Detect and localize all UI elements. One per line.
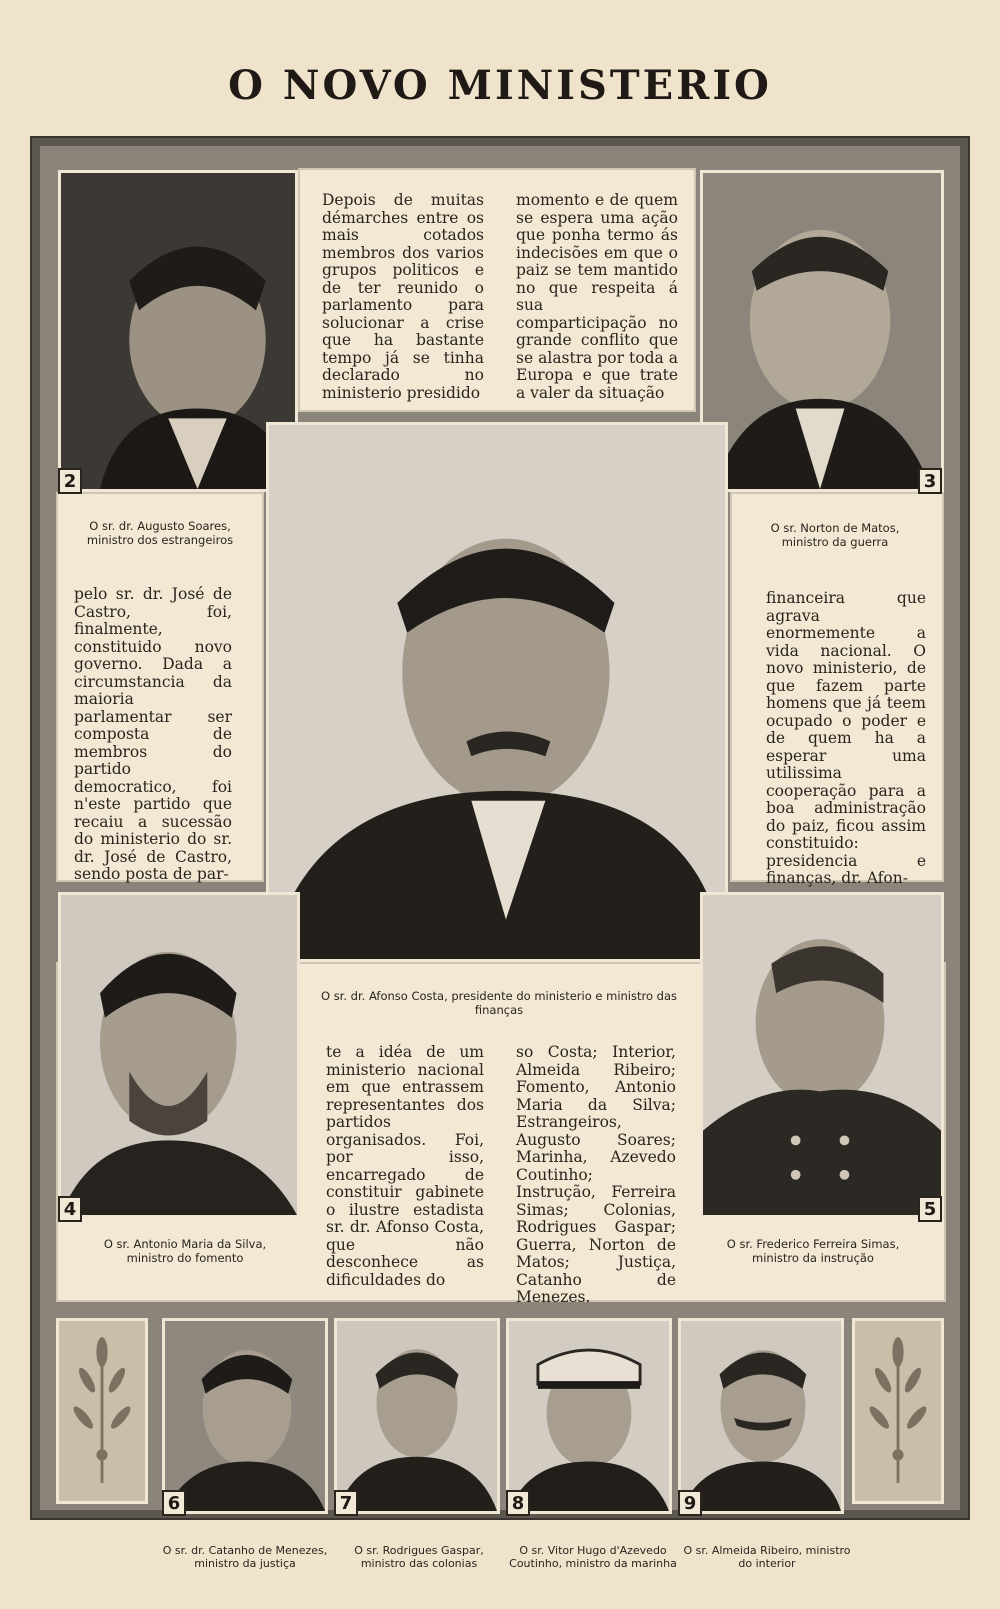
portrait-photo-6 bbox=[162, 1318, 328, 1514]
portrait-photo-4 bbox=[58, 892, 300, 1218]
portrait-photo-5 bbox=[700, 892, 944, 1218]
portrait-photo-1 bbox=[266, 422, 728, 962]
caption-portrait-5: O sr. Frederico Ferreira Simas, ministro da instrução bbox=[726, 1237, 900, 1265]
caption-portrait-9: O sr. Almeida Ribeiro, ministro do interior bbox=[683, 1544, 851, 1570]
article-col-5: te a idéa de um ministerio nacional em que entrassem representantes dos partidos organisados. Foi, por isso, encarregado de constituir gabinete o ilustre estadista sr. dr. Afonso Costa, que não desconhece as dificuldades do bbox=[326, 1043, 484, 1289]
article-col-1: Depois de muitas démarches entre os mais cotados membros dos varios grupos politicos e de ter reunido o parlamento para solucionar a crise que ha bastante tempo já se tinha declarado no ministerio presidido bbox=[322, 191, 484, 402]
portrait-photo-3 bbox=[700, 170, 944, 492]
leaf-ornament-icon bbox=[855, 1321, 941, 1501]
leaf-ornament-icon bbox=[59, 1321, 145, 1501]
portrait-number-3: 3 bbox=[918, 468, 942, 494]
portrait-photo-2 bbox=[58, 170, 298, 492]
portrait-number-7: 7 bbox=[334, 1490, 358, 1516]
article-col-6: so Costa; Interior, Almeida Ribeiro; Fomento, Antonio Maria da Silva; Estrangeiros, Augusto Soares; Marinha, Azevedo Coutinho; Instrução, Ferreira Simas; Colonias, Rodrigues Gaspar; Guerra, Norton de Matos; Justiça, Catanho de Menezes. bbox=[516, 1043, 676, 1306]
page-title: O NOVO MINISTERIO bbox=[228, 62, 772, 109]
caption-portrait-8: O sr. Vitor Hugo d'Azevedo Coutinho, ministro da marinha bbox=[509, 1544, 677, 1570]
portrait-number-2: 2 bbox=[58, 468, 82, 494]
portrait-photo-9 bbox=[678, 1318, 844, 1514]
caption-portrait-1: O sr. dr. Afonso Costa, presidente do ministerio e ministro das finanças bbox=[320, 989, 678, 1017]
caption-portrait-6: O sr. dr. Catanho de Menezes, ministro da justiça bbox=[162, 1544, 328, 1570]
article-col-2: momento e de quem se espera uma ação que ponha termo ás indecisões em que o paiz se tem mantido no que respeita á sua comparticipação no grande conflito que se alastra por toda a Europa e que trate a valer da situação bbox=[516, 191, 678, 402]
caption-portrait-4: O sr. Antonio Maria da Silva, ministro do fomento bbox=[103, 1237, 267, 1265]
portrait-number-6: 6 bbox=[162, 1490, 186, 1516]
portrait-number-4: 4 bbox=[58, 1196, 82, 1222]
portrait-number-5: 5 bbox=[918, 1196, 942, 1222]
portrait-number-9: 9 bbox=[678, 1490, 702, 1516]
portrait-photo-8 bbox=[506, 1318, 672, 1514]
caption-portrait-7: O sr. Rodrigues Gaspar, ministro das colonias bbox=[354, 1544, 484, 1570]
article-col-4: financeira que agrava enormemente a vida nacional. O novo ministerio, de que fazem parte homens que já teem ocupado o poder e de quem ha a esperar uma utilissima cooperação para a boa administração do paiz, ficou assim constituido: presidencia e finanças, dr. Afon- bbox=[766, 589, 926, 887]
article-col-3: pelo sr. dr. José de Castro, foi, finalmente, constituido novo governo. Dada a circumstancia da maioria parlamentar ser composta de membros do partido democratico, foi n'este partido que recaiu a sucessão do ministerio do sr. dr. José de Castro, sendo posta de par- bbox=[74, 585, 232, 883]
caption-portrait-2: O sr. dr. Augusto Soares, ministro dos estrangeiros bbox=[86, 519, 234, 547]
portrait-photo-7 bbox=[334, 1318, 500, 1514]
decorative-panel-left bbox=[56, 1318, 148, 1504]
caption-portrait-3: O sr. Norton de Matos, ministro da guerra bbox=[770, 521, 900, 549]
portrait-number-8: 8 bbox=[506, 1490, 530, 1516]
decorative-panel-right bbox=[852, 1318, 944, 1504]
